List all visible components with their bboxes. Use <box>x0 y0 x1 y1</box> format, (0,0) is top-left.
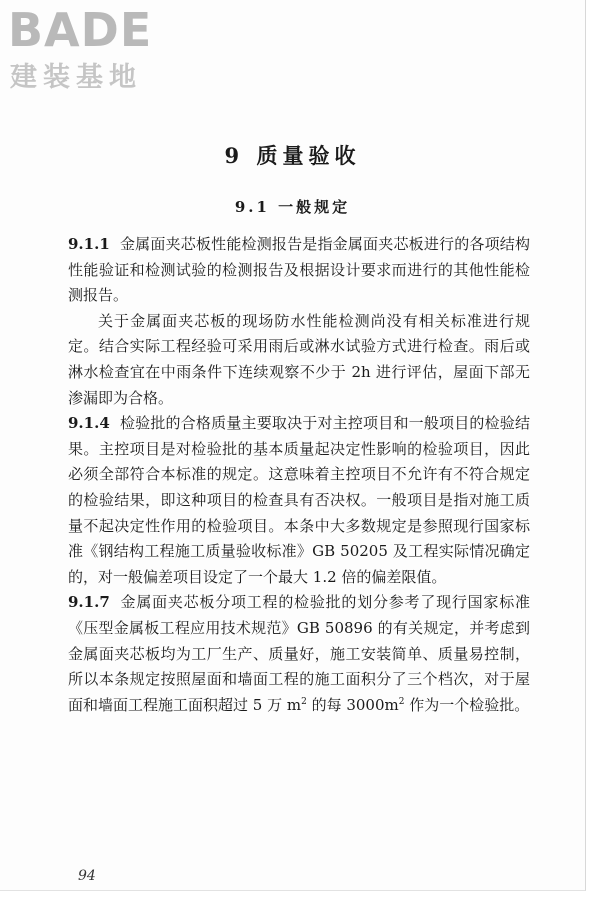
section-title: 9.1 一般规定 <box>234 198 351 216</box>
clause-9-1-1 <box>68 232 530 309</box>
superscript: 2 <box>301 696 307 707</box>
clause-text: 金属面夹芯板性能检测报告是指金属面夹芯板进行的各项结构性能验证和检测试验的检测报告及根据设计要求而进行的其他性能检测报告。 <box>68 235 530 305</box>
body-text <box>68 232 530 718</box>
clause-number: 9.1.4 <box>68 414 110 433</box>
superscript: 2 <box>398 696 405 707</box>
clause-9-1-1-note <box>68 309 530 411</box>
clause-text: 关于金属面夹芯板的现场防水性能检测尚没有相关标准进行规定。结合实际工程经验可采用雨后或淋水试验方式进行检查。雨后或淋水检查宜在中雨条件下连续观察不少于 2h 进行评估，屋面下部无渗漏即为合格。 <box>68 311 530 407</box>
clause-9-1-4 <box>68 411 530 590</box>
clause-number: 9.1.1 <box>68 235 110 253</box>
chapter-title: 9 质量验收 <box>224 143 361 168</box>
clause-text-c: 作为一个检验批。 <box>404 695 530 714</box>
logo-text-en: BADE <box>8 3 153 57</box>
clause-text-a: 金属面夹芯板分项工程的检验批的划分参考了现行国家标准《压型金属板工程应用技术规范》GB 50896 的有关规定，并考虑到金属面夹芯板均为工厂生产、质量好，施工安装简单、质量易控制，所以本条规定按照屋面和墙面工程的施工面积分了三个档次，对于屋面和墙面工程施工面积超过 5 万 m <box>68 593 530 714</box>
clause-text: 检验批的合格质量主要取决于对主控项目和一般项目的检验结果。主控项目是对检验批的基本质量起决定性影响的检验项目，因此必须全部符合本标准的规定。这意味着主控项目不允许有不符合规定的检验结果，即这种项目的检查具有否决权。一般项目是指对施工质量不起决定性作用的检验项目。本条中大多数规定是参照现行国家标准《钢结构工程施工质量验收标准》GB 50205 及工程实际情况确定的，对一般偏差项目设定了一个最大 1.2 倍的偏差限值。 <box>68 414 530 586</box>
bade-logo <box>8 4 183 99</box>
clause-number: 9.1.7 <box>68 593 110 612</box>
logo-text-cn: 建装基地 <box>10 62 142 93</box>
page-number: 94 <box>78 868 96 884</box>
clause-text-b: 的每 3000m <box>306 695 399 714</box>
clause-9-1-7 <box>68 590 530 718</box>
